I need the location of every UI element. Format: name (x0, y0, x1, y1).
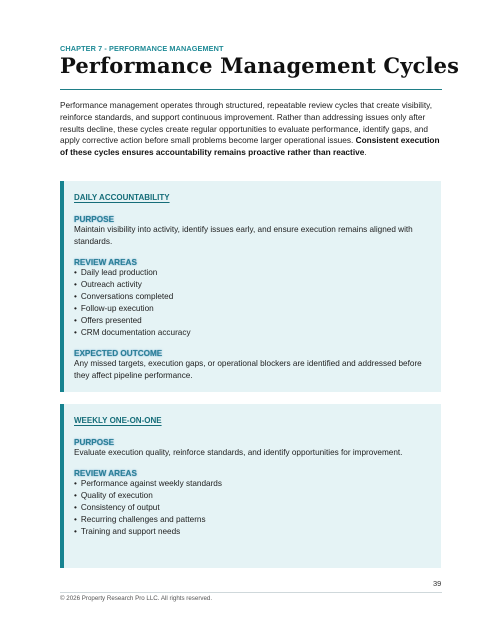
chapter-kicker: CHAPTER 7 - PERFORMANCE MANAGEMENT (60, 44, 224, 53)
review-areas-list (74, 267, 431, 339)
purpose-text: Maintain visibility into activity, identify issues early, and ensure execution remains aligned with standards. (74, 225, 413, 246)
review-areas-list (74, 478, 431, 538)
intro-emphasis: Consistent execution of these cycles ensures accountability remains proactive rather than reactive (60, 135, 440, 158)
page-number: 39 (433, 579, 442, 588)
list-item: • Outreach activity (74, 279, 431, 291)
intro-text: Performance management operates through structured, repeatable review cycles that create visibility, reinforce standards, and support continuous improvement. Rather than addressing issues only after results decline, these cycles create regular opportunities to evaluate performance, identify gaps, and apply corrective action before small problems become larger operational issues. (60, 100, 433, 146)
list-item: • Quality of execution (74, 490, 431, 502)
expected-outcome-label: EXPECTED OUTCOME (74, 349, 163, 358)
purpose-label: PURPOSE (74, 215, 115, 224)
card-title: DAILY ACCOUNTABILITY (74, 193, 170, 202)
list-item: • Training and support needs (74, 526, 431, 538)
list-item: • Daily lead production (74, 267, 431, 279)
daily-accountability-card (60, 181, 441, 392)
purpose-label: PURPOSE (74, 438, 115, 447)
copyright-notice: © 2026 Property Research Pro LLC. All rights reserved. (60, 595, 213, 602)
card-title: WEEKLY ONE-ON-ONE (74, 416, 162, 425)
list-item: • CRM documentation accuracy (74, 327, 431, 339)
list-item: • Performance against weekly standards (74, 478, 431, 490)
list-item: • Follow-up execution (74, 303, 431, 315)
purpose-text: Evaluate execution quality, reinforce standards, and identify opportunities for improvement. (74, 448, 403, 457)
list-item: • Recurring challenges and patterns (74, 514, 431, 526)
intro-end: . (364, 147, 367, 158)
intro-paragraph (60, 100, 444, 159)
list-item: • Conversations completed (74, 291, 431, 303)
list-item: • Offers presented (74, 315, 431, 327)
review-areas-label: REVIEW AREAS (74, 258, 137, 267)
title-divider (60, 89, 442, 90)
list-item: • Consistency of output (74, 502, 431, 514)
weekly-one-on-one-card (60, 404, 441, 568)
expected-outcome-text: Any missed targets, execution gaps, or operational blockers are identified and addressed before they affect pipeline performance. (74, 359, 422, 380)
footer-divider (60, 592, 442, 593)
page-title: Performance Management Cycles (60, 53, 460, 78)
review-areas-label: REVIEW AREAS (74, 469, 137, 478)
